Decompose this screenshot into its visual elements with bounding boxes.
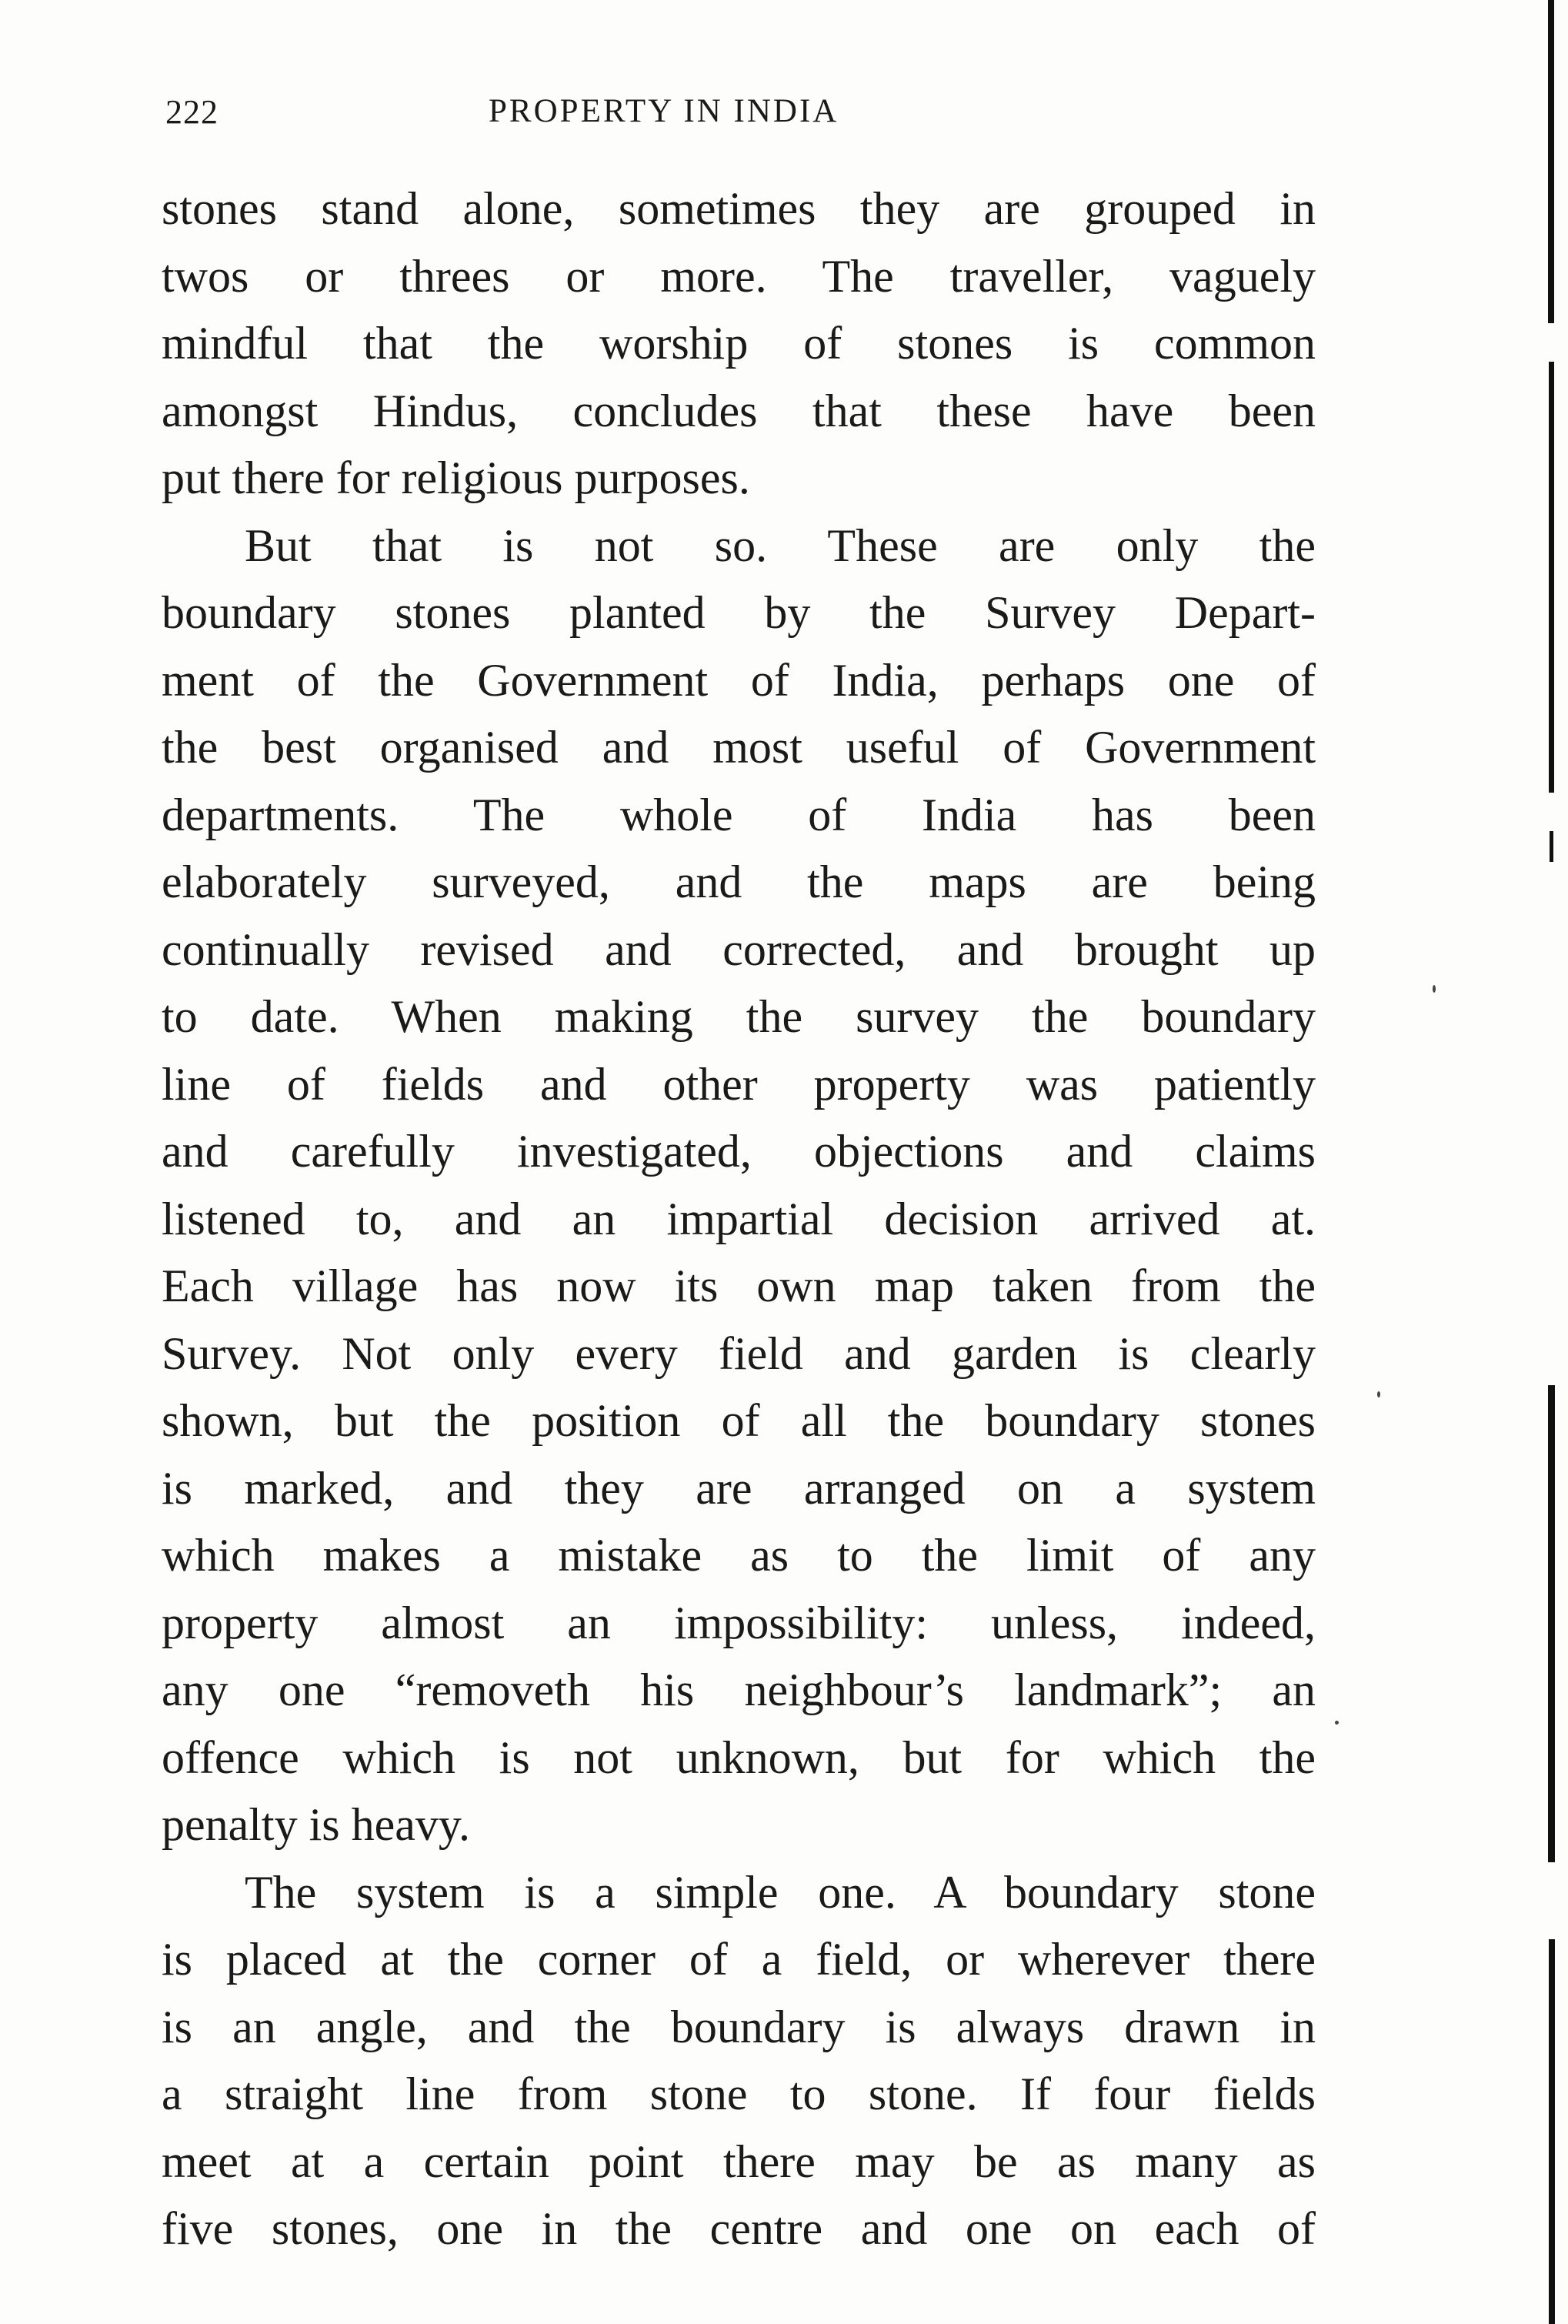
text-line: line of fields and other property was patiently [162,1058,1316,1110]
text-line: meet at a certain point there may be as many as [162,2135,1316,2187]
text-line: to date. When making the survey the boundary [162,991,1316,1042]
text-line: put there for religious purposes. [162,452,750,503]
text-line: continually revised and corrected, and brought up [162,923,1316,975]
text-line: But that is not so. These are only the [245,519,1316,571]
page-binding-edge [1543,0,1560,2324]
text-line: stones stand alone, sometimes they are grouped in [162,183,1316,234]
paragraph [162,1859,1316,2263]
text-line: any one “removeth his neighbour’s landmark”; an [162,1665,1316,1715]
text-line: penalty is heavy. [162,1799,470,1850]
text-line: offence which is not unknown, but for which the [162,1731,1316,1783]
text-line: five stones, one in the centre and one on each of [162,2203,1316,2254]
page-number: 222 [165,93,219,131]
scan-speck [1433,985,1436,993]
scan-speck [1377,1391,1380,1397]
text-line: Survey. Not only every field and garden is clearly [162,1327,1316,1379]
running-head: PROPERTY IN INDIA [489,93,839,129]
text-line: and carefully investigated, objections and claims [162,1126,1316,1177]
text-line: listened to, and an impartial decision arrived at. [162,1193,1316,1244]
text-line: twos or threes or more. The traveller, vaguely [162,250,1316,302]
text-line: elaborately surveyed, and the maps are being [162,856,1316,907]
text-line: amongst Hindus, concludes that these have been [162,385,1316,436]
body-text [162,175,1316,2263]
text-line: ment of the Government of India, perhaps one of [162,654,1316,706]
text-line: property almost an impossibility: unless, indeed, [162,1597,1316,1648]
text-line: a straight line from stone to stone. If four fields [162,2069,1316,2119]
text-line: the best organised and most useful of Government [162,722,1316,773]
paragraph [162,175,1316,513]
text-line: departments. The whole of India has been [162,789,1316,840]
text-line: is placed at the corner of a field, or wherever there [162,1934,1316,1985]
text-line: is marked, and they are arranged on a system [162,1462,1316,1514]
page-header [165,92,1319,154]
text-line: is an angle, and the boundary is always drawn in [162,2001,1316,2052]
text-line: shown, but the position of all the boundary stones [162,1395,1316,1446]
text-line: boundary stones planted by the Survey Depart- [162,587,1316,638]
scan-speck [1335,1721,1339,1725]
text-line: Each village has now its own map taken from the [162,1261,1316,1311]
text-line: which makes a mistake as to the limit of any [162,1530,1316,1581]
paragraph [162,513,1316,1859]
text-line: The system is a simple one. A boundary stone [245,1866,1316,1918]
text-line: mindful that the worship of stones is common [162,318,1316,369]
